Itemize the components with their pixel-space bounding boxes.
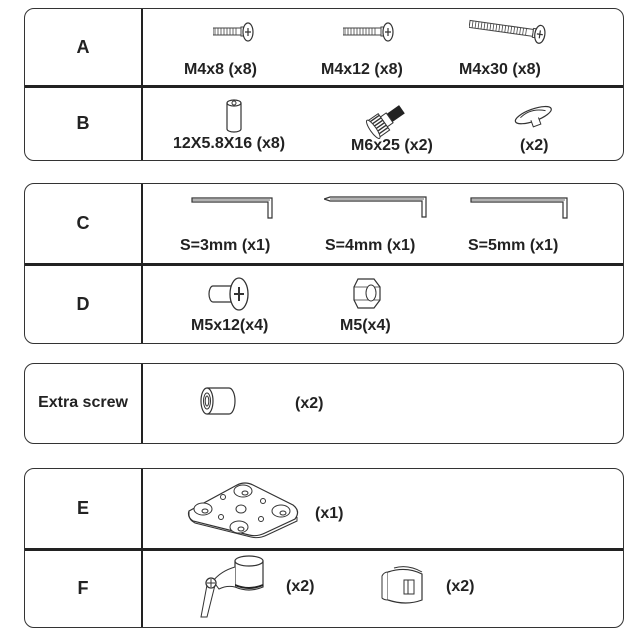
row-label-f: F [77,578,89,598]
screw-long-icon [469,17,549,45]
row-label-a: A [76,36,90,57]
caption-allen-3mm: S=3mm (x1) [180,237,271,254]
row-label-extra-screw: Extra screw [38,394,128,411]
allen-key-3mm-icon [191,195,277,219]
caption-mounting-plate: (x1) [315,505,344,522]
row-label-e: E [76,498,89,518]
cable-clip-icon [513,104,555,130]
bolt-icon [365,97,411,141]
caption-m6x25: M6x25 (x2) [351,137,433,154]
caption-m5x12: M5x12(x4) [191,317,269,334]
parts-box-ef [24,468,624,628]
parts-box-cd [24,183,624,344]
caption-allen-4mm: S=4mm (x1) [325,237,416,254]
caption-m4x12: M4x12 (x8) [321,61,403,78]
nut-icon [352,276,382,310]
clamp-ring-icon [380,566,426,606]
allen-key-4mm-icon [324,195,430,219]
caption-allen-5mm: S=5mm (x1) [468,237,559,254]
row-label-d: D [76,293,90,314]
caption-clip: (x2) [520,137,549,154]
caption-extra-screw: (x2) [295,395,324,412]
sleeve-icon [199,386,237,416]
spacer-icon [225,97,243,133]
caption-m4x8: M4x8 (x8) [184,61,257,78]
row-label-c: C [76,213,90,233]
screw-short-icon [213,21,255,43]
caption-clamp-ring: (x2) [446,578,475,595]
row-label-b: B [76,113,90,133]
clamp-lever-icon [195,553,265,621]
caption-m5-nut: M5(x4) [340,317,391,334]
parts-box-ab [24,8,624,161]
screw-flat-head-icon [205,276,251,312]
caption-clamp-lever: (x2) [286,578,315,595]
mounting-plate-icon [185,479,305,539]
allen-key-5mm-icon [470,195,570,219]
caption-spacer: 12X5.8X16 (x8) [173,135,286,152]
column-divider [141,364,143,443]
parts-box-extra [24,363,624,444]
caption-m4x30: M4x30 (x8) [459,61,541,78]
screw-medium-icon [343,21,395,43]
